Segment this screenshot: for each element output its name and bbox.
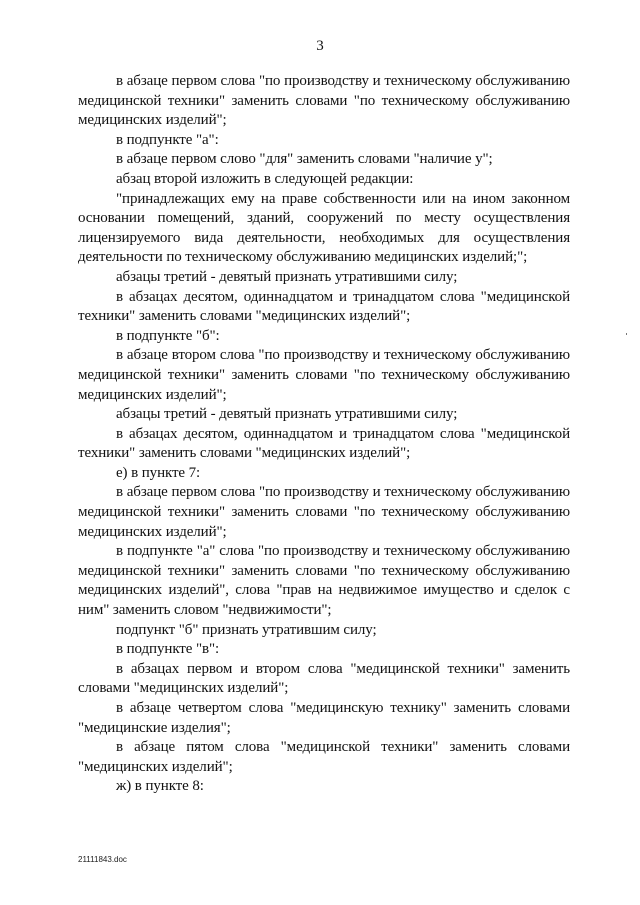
paragraph-8: в подпункте "б": xyxy=(116,327,220,344)
paragraph-13: в абзаце первом слова "по производству и техническому обслуживанию медицинской техники" заменить словами "по техническому обслуживанию медицинских изделий"; xyxy=(78,484,570,540)
paragraph-3: в абзаце первом слово "для" заменить словами "наличие у"; xyxy=(116,151,493,168)
footer-filename: 21111843.doc xyxy=(78,855,127,864)
scan-mark xyxy=(626,333,627,335)
paragraph-14: в подпункте "а" слова "по производству и техническому обслуживанию медицинской техники" заменить словами "по техническому обслуживанию медицинских изделий", слова "прав на недвижимое имущество и сделок с ним" заменить словом "недвижимости"; xyxy=(78,543,570,619)
page-number: 3 xyxy=(316,38,324,54)
paragraph-20: ж) в пункте 8: xyxy=(116,778,204,795)
paragraph-19: в абзаце пятом слова "медицинской техники" заменить словами "медицинских изделий"; xyxy=(78,739,570,775)
paragraph-18: в абзаце четвертом слова "медицинскую технику" заменить словами "медицинские изделия"; xyxy=(78,700,570,736)
paragraph-7: в абзацах десятом, одиннадцатом и тринадцатом слова "медицинской техники" заменить словами "медицинских изделий"; xyxy=(78,288,570,325)
paragraph-2: в подпункте "а": xyxy=(116,131,219,148)
paragraph-5: "принадлежащих ему на праве собственности или на ином законном основании помещений, зданий, сооружений по месту осуществления лицензируемого вида деятельности, необходимых для осуществления деятельности по техническому обслуживанию медицинских изделий;"; xyxy=(78,190,570,266)
paragraph-10: абзацы третий - девятый признать утратившими силу; xyxy=(116,406,458,423)
paragraph-12: е) в пункте 7: xyxy=(116,464,201,481)
paragraph-1: в абзаце первом слова "по производству и техническому обслуживанию медицинской техники" заменить словами "по техническому обслуживанию медицинских изделий"; xyxy=(78,73,570,129)
document-body xyxy=(78,72,570,797)
paragraph-9: в абзаце втором слова "по производству и техническому обслуживанию медицинской техники" заменить словами "по техническому обслуживанию медицинских изделий"; xyxy=(78,347,570,403)
paragraph-16: в подпункте "в": xyxy=(116,641,220,658)
paragraph-6: абзацы третий - девятый признать утратившими силу; xyxy=(116,268,458,285)
paragraph-11: в абзацах десятом, одиннадцатом и тринадцатом слова "медицинской техники" заменить словами "медицинских изделий"; xyxy=(78,425,570,462)
paragraph-17: в абзацах первом и втором слова "медицинской техники" заменить словами "медицинских изделий"; xyxy=(78,660,570,697)
paragraph-15: подпункт "б" признать утратившим силу; xyxy=(116,621,377,638)
paragraph-4: абзац второй изложить в следующей редакции: xyxy=(116,170,414,187)
